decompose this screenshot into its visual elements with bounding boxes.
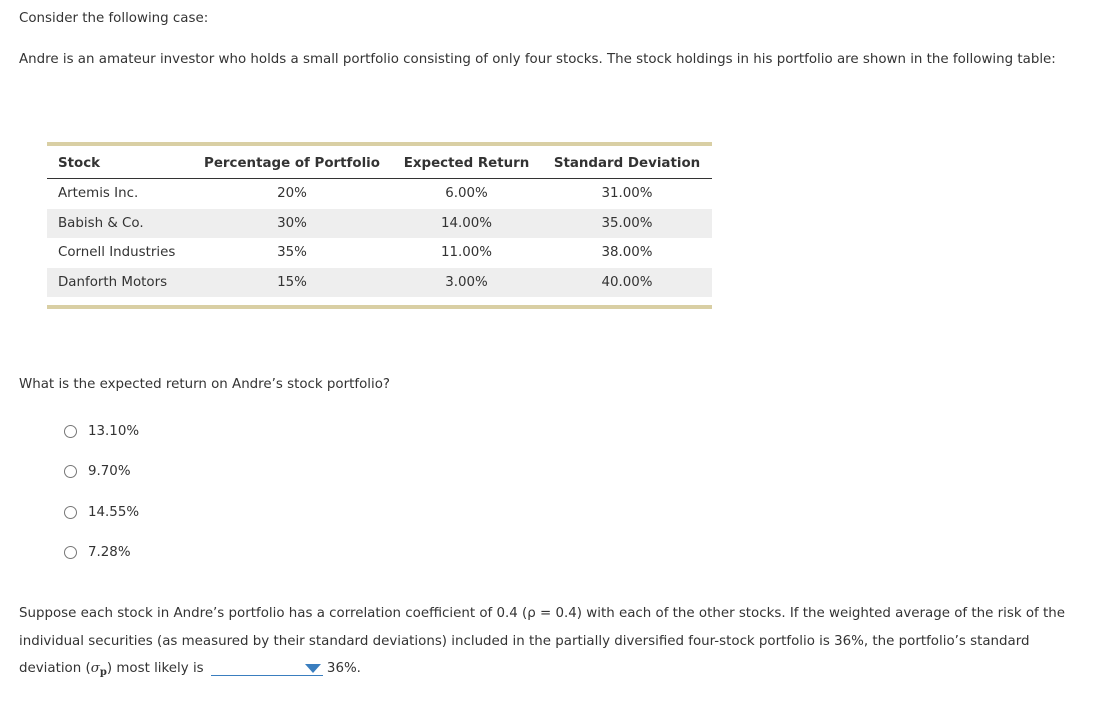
table-bottom-rule [47, 305, 712, 309]
table-bottom-spacer [47, 297, 712, 305]
cell-percentage: 15% [277, 274, 307, 290]
radio-button[interactable] [64, 506, 77, 519]
cell-stock: Danforth Motors [58, 274, 168, 290]
correlation-text-middle: ) most likely is [106, 661, 204, 676]
header-standard-deviation: Standard Deviation [553, 156, 701, 171]
table-row [47, 238, 712, 268]
answer-option-label: 9.70% [88, 463, 131, 479]
cell-expected-return: 3.00% [445, 274, 488, 290]
holdings-table [47, 142, 712, 309]
cell-stock: Artemis Inc. [58, 186, 139, 201]
correlation-question [19, 600, 1069, 687]
cell-percentage: 20% [277, 186, 307, 201]
header-percentage: Percentage of Portfolio [204, 156, 380, 171]
radio-button[interactable] [64, 425, 77, 438]
case-description: Andre is an amateur investor who holds a small portfolio consisting of only four stocks. The stock holdings in his portfolio are shown in the following table: [19, 52, 1056, 67]
cell-standard-deviation: 38.00% [601, 245, 653, 260]
table-row [47, 209, 712, 239]
cell-percentage: 30% [277, 215, 307, 231]
correlation-text: Suppose each stock in Andre’s portfolio has a correlation coefficient of 0.4 (ρ = 0.4) with each of the other stocks. If the weighted average of the risk of the individual securities (as measured by their standard deviations) included in the partially diversified four-stock portfolio is 36%, the portfolio’s standard deviation ( [19, 606, 1065, 676]
sigma-symbol: σ [90, 661, 100, 676]
answer-option[interactable] [64, 501, 139, 523]
cell-percentage: 35% [277, 245, 307, 260]
table-header-row [47, 146, 712, 179]
cell-stock: Babish & Co. [58, 215, 144, 231]
cell-expected-return: 11.00% [440, 245, 493, 260]
header-stock: Stock [58, 156, 101, 171]
cell-expected-return: 6.00% [445, 186, 488, 201]
answer-option[interactable] [64, 541, 131, 563]
answer-option[interactable] [64, 460, 131, 482]
question-text: What is the expected return on Andre’s stock portfolio? [19, 377, 391, 392]
table-row [47, 179, 712, 209]
answer-option-label: 14.55% [88, 504, 140, 520]
dropdown-caret-icon[interactable] [305, 664, 321, 673]
cell-standard-deviation: 35.00% [601, 215, 653, 231]
cell-standard-deviation: 31.00% [601, 186, 653, 201]
answer-dropdown[interactable] [211, 657, 323, 676]
sigma-subscript: p [99, 667, 107, 678]
header-expected-return: Expected Return [403, 156, 530, 171]
cell-stock: Cornell Industries [58, 245, 176, 260]
answer-option-label: 13.10% [88, 423, 140, 439]
radio-button[interactable] [64, 465, 77, 478]
cell-standard-deviation: 40.00% [601, 274, 653, 290]
answer-option-label: 7.28% [88, 544, 131, 560]
radio-button[interactable] [64, 546, 77, 559]
cell-expected-return: 14.00% [440, 215, 493, 231]
answer-option[interactable] [64, 420, 139, 442]
correlation-text-after: 36%. [326, 661, 361, 676]
intro-text: Consider the following case: [19, 11, 209, 26]
table-row [47, 268, 712, 298]
